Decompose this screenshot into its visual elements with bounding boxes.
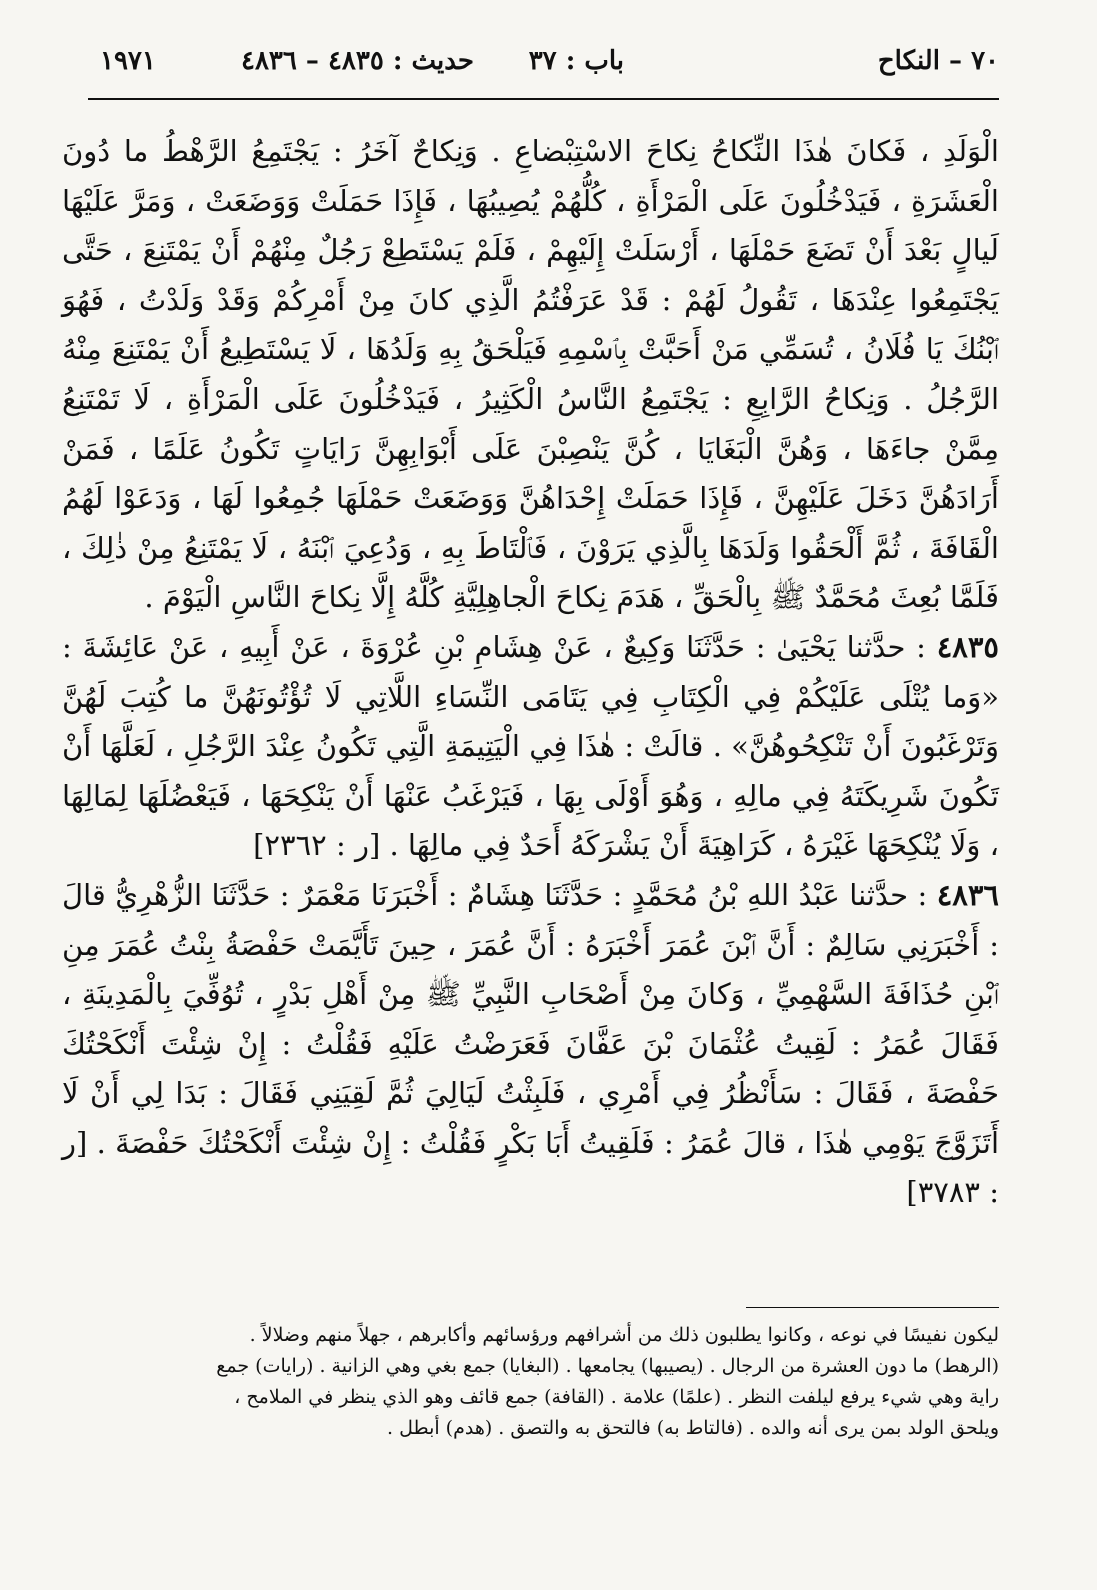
- page-number: ١٩٧١: [100, 46, 156, 76]
- footnote-line: ليكون نفيسًا في نوعه ، وكانوا يطلبون ذلك من أشرافهم ورؤسائهم وأكابرهم ، جهلاً منهم وضلالاً .: [249, 1324, 999, 1346]
- hadith-4835: [62, 623, 999, 871]
- hadith-text: : حدَّثنا عَبْدُ اللهِ بْنُ مُحَمَّدٍ : حَدَّثَنَا هِشَامٌ : أَخْبَرَنَا مَعْمَرٌ : حَدَّثَنَا الزُّهْرِيُّ قالَ : أَخْبَرَنِي سَالِمٌ : أَنَّ ٱبْنَ عُمَرَ أَخْبَرَهُ : أَنَّ عُمَرَ ، حِينَ تَأَيَّمَتْ حَفْصَةُ بِنْتُ عُمَرَ مِنِ ٱبْنِ حُذَافَةَ السَّهْمِيِّ ، وَكانَ مِنْ أَصْحَابِ النَّبِيِّ ﷺ مِنْ أَهْلِ بَدْرٍ ، تُوُفِّيَ بِالْمَدِينَةِ ، فَقَالَ عُمَرُ : لَقِيتُ عُثْمَانَ بْنَ عَفَّانَ فَعَرَضْتُ عَلَيْهِ فَقُلْتُ : إِنْ شِئْتَ أَنْكَحْتُكَ حَفْصَةَ ، فَقَالَ : سَأَنْظُرُ فِي أَمْرِي ، فَلَبِثْتُ لَيَالِيَ ثُمَّ لَقِيَنِي فَقَالَ : بَدَا لِي أَنْ لَا أَتَزَوَّجَ يَوْمِي هٰذَا ، قالَ عُمَرُ : فَلَقِيتُ أَبَا بَكْرٍ فَقُلْتُ : إِنْ شِئْتَ أَنْكَحْتُكَ حَفْصَةَ . [ر : ٣٧٨٣]: [62, 877, 999, 1210]
- bab-number: باب : ٣٧: [528, 46, 624, 76]
- footnote-divider: [746, 1307, 999, 1308]
- footnote-line: (الرهط) ما دون العشرة من الرجال . (يصيبها) يجامعها . (البغايا) جمع بغي وهي الزانية . (رايات) جمع: [216, 1355, 999, 1377]
- chapter-title: ٧٠ – النكاح: [877, 46, 999, 76]
- intro-paragraph: الْوَلَدِ ، فَكانَ هٰذَا النِّكاحُ نِكاحَ الاسْتِبْضاعِ . وَنِكاحٌ آخَرُ : يَجْتَمِعُ الرَّهْطُ ما دُونَ الْعَشَرَةِ ، فَيَدْخُلُونَ عَلَى الْمَرْأَةِ ، كُلُّهُمْ يُصِيبُهَا ، فَإِذَا حَمَلَتْ وَوَضَعَتْ ، وَمَرَّ عَلَيْهَا لَيالٍ بَعْدَ أَنْ تَضَعَ حَمْلَهَا ، أَرْسَلَتْ إِلَيْهِمْ ، فَلَمْ يَسْتَطِعْ رَجُلٌ مِنْهُمْ أَنْ يَمْتَنِعَ ، حَتَّى يَجْتَمِعُوا عِنْدَهَا ، تَقُولُ لَهُمْ : قَدْ عَرَفْتُمُ الَّذِي كانَ مِنْ أَمْرِكُمْ وَقَدْ وَلَدْتُ ، فَهُوَ ٱبْنُكَ يَا فُلَانُ ، تُسَمِّي مَنْ أَحَبَّتْ بِٱسْمِهِ فَيَلْحَقُ بِهِ وَلَدُهَا ، لَا يَسْتَطِيعُ أَنْ يَمْتَنِعَ مِنْهُ الرَّجُلُ . وَنِكاحُ الرَّابِعِ : يَجْتَمِعُ النَّاسُ الْكَثِيرُ ، فَيَدْخُلُونَ عَلَى الْمَرْأَةِ ، لَا تَمْتَنِعُ مِمَّنْ جاءَهَا ، وَهُنَّ الْبَغَايَا ، كُنَّ يَنْصِبْنَ عَلَى أَبْوَابِهِنَّ رَايَاتٍ تَكُونُ عَلَمًا ، فَمَنْ أَرَادَهُنَّ دَخَلَ عَلَيْهِنَّ ، فَإِذَا حَمَلَتْ إِحْدَاهُنَّ وَوَضَعَتْ حَمْلَهَا جُمِعُوا لَهَا ، وَدَعَوْا لَهُمُ الْقَافَةَ ، ثُمَّ أَلْحَقُوا وَلَدَهَا بِالَّذِي يَرَوْنَ ، فَٱلْتَاطَ بِهِ ، وَدُعِيَ ٱبْنَهُ ، لَا يَمْتَنِعُ مِنْ ذٰلِكَ ، فَلَمَّا بُعِثَ مُحَمَّدٌ ﷺ بِالْحَقِّ ، هَدَمَ نِكاحَ الْجاهِلِيَّةِ كُلَّهُ إِلَّا نِكاحَ النَّاسِ الْيَوْمَ .: [62, 134, 1000, 615]
- main-text: [62, 127, 999, 1218]
- page-header: [88, 38, 999, 100]
- hadith-4836: [62, 871, 999, 1218]
- footnotes: [90, 1320, 999, 1444]
- hadith-text: : حدَّثنا يَحْيَىٰ : حَدَّثَنَا وَكِيعٌ ، عَنْ هِشَامِ بْنِ عُرْوَةَ ، عَنْ أَبِيهِ ، عَنْ عَائِشَةَ : «وَما يُتْلَى عَلَيْكُمْ فِي الْكِتَابِ فِي يَتَامَى النِّسَاءِ اللَّاتِي لَا تُؤْتُونَهُنَّ ما كُتِبَ لَهُنَّ وَتَرْغَبُونَ أَنْ تَنْكِحُوهُنَّ» . قالَتْ : هٰذَا فِي الْيَتِيمَةِ الَّتِي تَكُونُ عِنْدَ الرَّجُلِ ، لَعَلَّهَا أَنْ تَكُونَ شَرِيكَتَهُ فِي مالِهِ ، وَهُوَ أَوْلَى بِهَا ، فَيَرْغَبُ عَنْهَا أَنْ يَنْكِحَهَا ، فَيَعْضُلَهَا لِمَالِهَا ، وَلَا يُنْكِحَهَا غَيْرَهُ ، كَرَاهِيَةَ أَنْ يَشْرَكَهُ أَحَدٌ فِي مالِهَا . [ر : ٢٣٦٢]: [62, 629, 999, 863]
- hadith-number: ٤٨٣٦: [936, 877, 1000, 912]
- footnote-line: راية وهي شيء يرفع ليلفت النظر . (علمًا) علامة . (القافة) جمع قائف وهو الذي ينظر في الملامح ،: [234, 1386, 999, 1408]
- hadith-number: ٤٨٣٥: [936, 629, 999, 664]
- footnote-line: ويلحق الولد بمن يرى أنه والده . (فالتاط به) فالتحق به والتصق . (هدم) أبطل .: [387, 1417, 999, 1439]
- hadith-range: حديث : ٤٨٣٥ – ٤٨٣٦: [240, 46, 474, 76]
